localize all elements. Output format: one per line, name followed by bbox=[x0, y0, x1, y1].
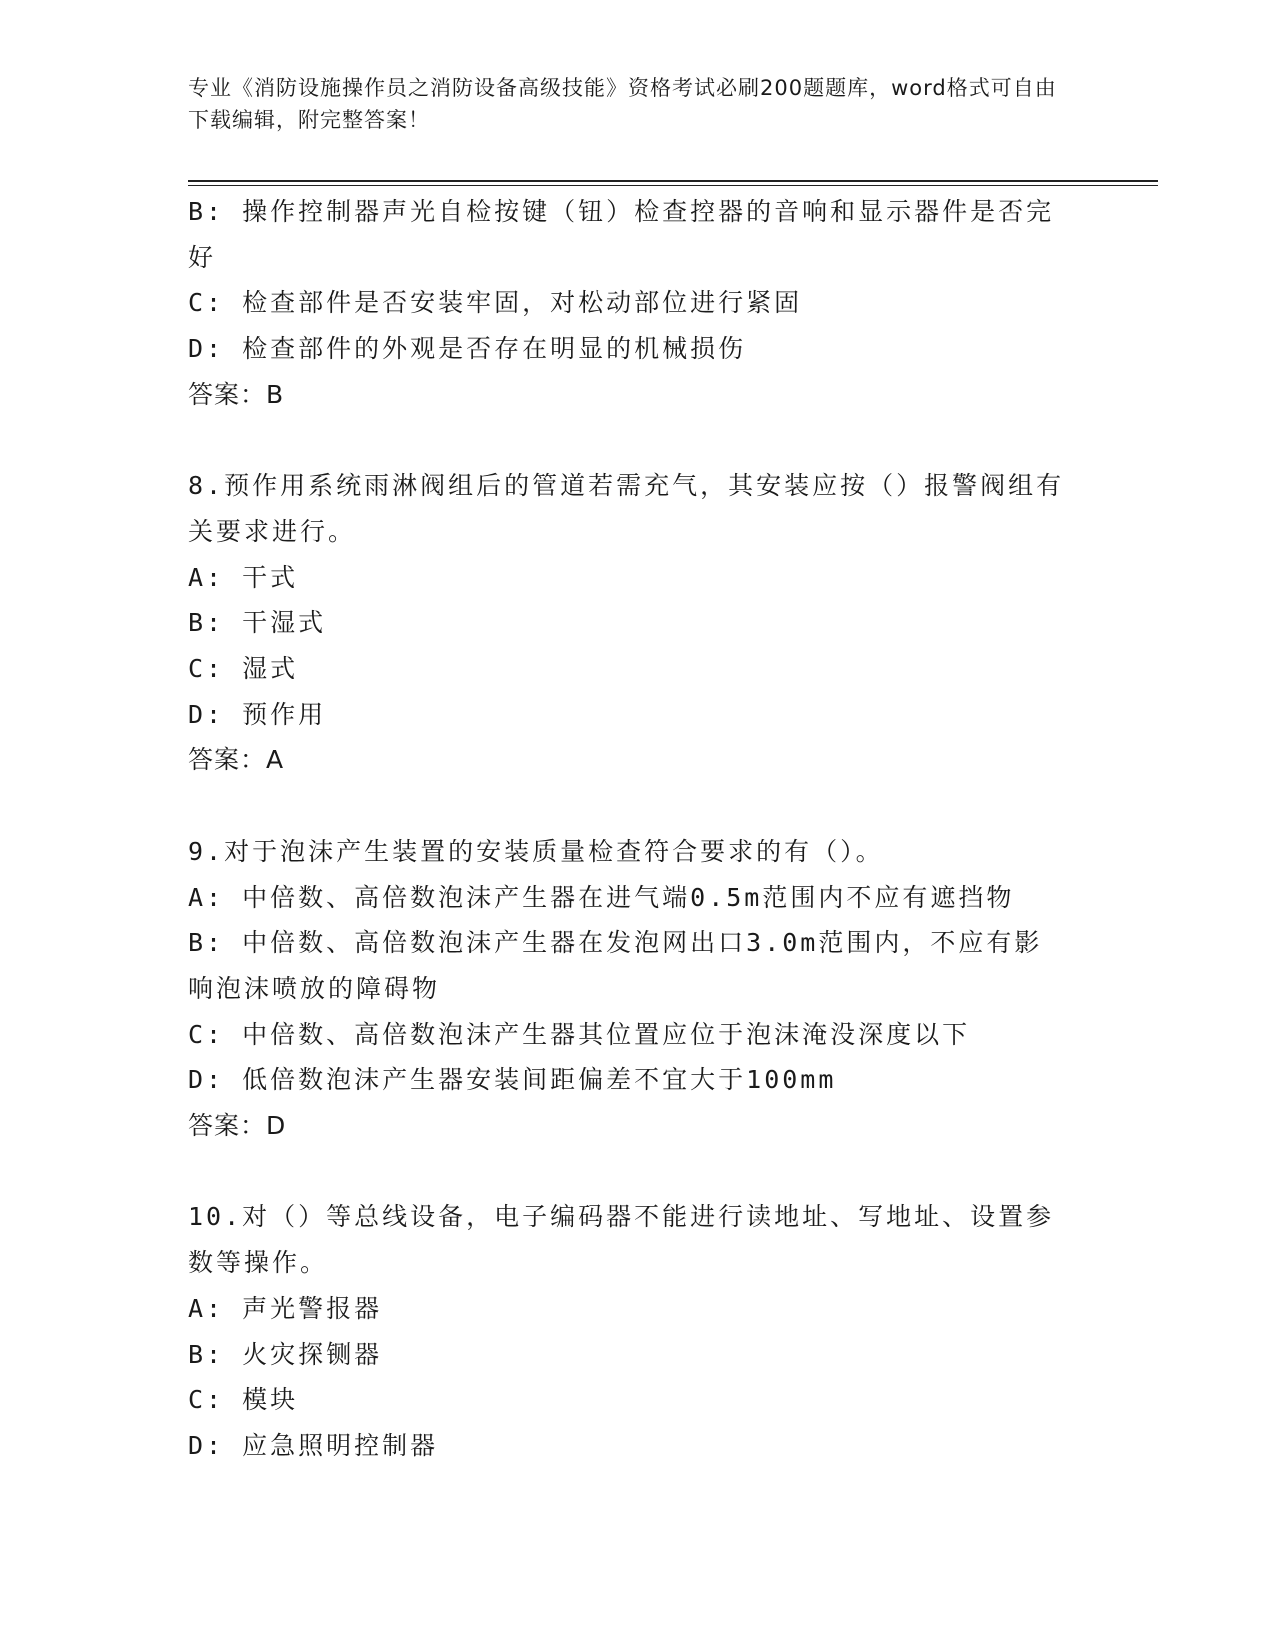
spacer bbox=[188, 1149, 1068, 1195]
question-9 bbox=[188, 829, 1068, 1149]
option-d: D: 应急照明控制器 bbox=[188, 1430, 439, 1460]
option-c: C: 湿式 bbox=[188, 654, 299, 684]
question-stem: 9.对于泡沫产生装置的安装质量检查符合要求的有（）。 bbox=[188, 836, 884, 866]
option-a: A: 干式 bbox=[188, 562, 299, 592]
partial-question bbox=[188, 189, 1068, 418]
option-d: D: 检查部件的外观是否存在明显的机械损伤 bbox=[188, 334, 747, 364]
answer: 答案：D bbox=[188, 1111, 287, 1141]
option-d: D: 低倍数泡沫产生器安装间距偏差不宜大于100mm bbox=[188, 1065, 837, 1095]
spacer bbox=[188, 418, 1068, 464]
question-stem: 8.预作用系统雨淋阀组后的管道若需充气，其安装应按（）报警阀组有关要求进行。 bbox=[188, 471, 1065, 546]
option-b: B: 操作控制器声光自检按键（钮）检查控器的音响和显示器件是否完好 bbox=[188, 197, 1055, 272]
spacer bbox=[188, 783, 1068, 829]
question-10 bbox=[188, 1194, 1068, 1468]
option-a: A: 声光警报器 bbox=[188, 1293, 383, 1323]
question-list bbox=[188, 189, 1068, 1469]
answer: 答案：A bbox=[188, 745, 285, 775]
option-b: B: 中倍数、高倍数泡沫产生器在发泡网出口3.0m范围内，不应有影响泡沫喷放的障碍物 bbox=[188, 928, 1043, 1003]
answer: 答案：B bbox=[188, 379, 285, 409]
option-c: C: 检查部件是否安装牢固，对松动部位进行紧固 bbox=[188, 288, 803, 318]
question-stem: 10.对（）等总线设备，电子编码器不能进行读地址、写地址、设置参数等操作。 bbox=[188, 1202, 1055, 1278]
header-divider bbox=[188, 180, 1158, 182]
option-b: B: 火灾探铡器 bbox=[188, 1339, 383, 1369]
option-a: A: 中倍数、高倍数泡沫产生器在进气端0.5m范围内不应有遮挡物 bbox=[188, 882, 1015, 912]
option-b: B: 干湿式 bbox=[188, 608, 327, 638]
question-8 bbox=[188, 463, 1068, 783]
option-d: D: 预作用 bbox=[188, 699, 327, 729]
option-c: C: 中倍数、高倍数泡沫产生器其位置应位于泡沫淹没深度以下 bbox=[188, 1019, 971, 1049]
document-header: 专业《消防设施操作员之消防设备高级技能》资格考试必刷200题题库，word格式可自由下载编辑，附完整答案！ bbox=[188, 76, 1057, 132]
header-divider-thin bbox=[188, 185, 1158, 186]
option-c: C: 模块 bbox=[188, 1385, 299, 1415]
